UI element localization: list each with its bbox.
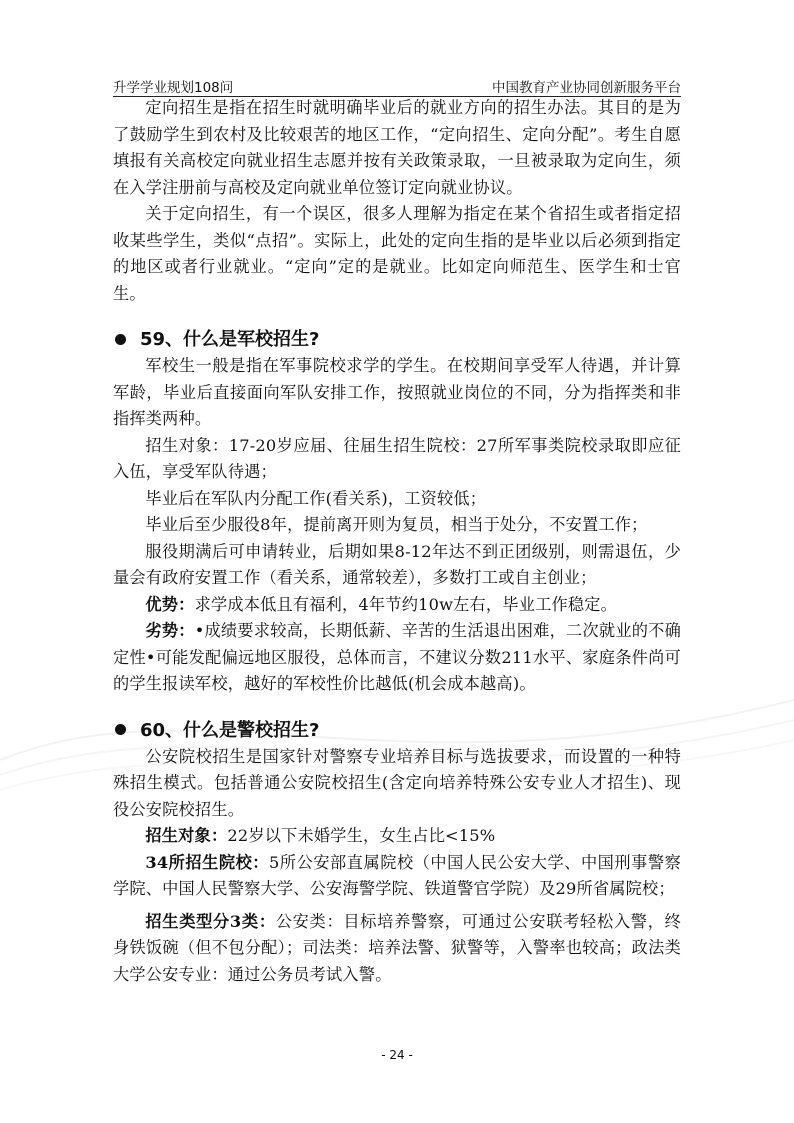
q59-paragraph-3: 毕业后在军队内分配工作(看关系)，工资较低； [145, 488, 487, 508]
advantages-text: 求学成本低且有福利，4年节约10w左右，毕业工作稳定。 [194, 594, 618, 614]
page-header [113, 74, 681, 97]
section-heading-60-text: 60、什么是警校招生? [140, 719, 320, 741]
section-heading-59 [113, 325, 681, 351]
bullet-icon [115, 334, 126, 345]
section-heading-60 [113, 716, 681, 742]
disadvantages-text: •成绩要求较高，长期低薪、辛苦的生活退出困难，二次就业的不确定性•可能发配偏远地区服役，总体而言，不建议分数211水平、家庭条件尚可的学生报读军校，越好的军校性价比越低(机会成本越高)。 [113, 621, 682, 693]
header-book-title: 升学学业规划108问 [113, 80, 234, 96]
q60-schools [113, 850, 681, 903]
target-text: 22岁以下未婚学生，女生占比<15% [227, 826, 496, 845]
header-organization: 中国教育产业协同创新服务平台 [492, 80, 681, 96]
q59-disadvantages [113, 618, 681, 698]
q59-paragraph-2: 招生对象：17-20岁应届、往届生招生院校：27所军事类院校录取即应征入伍，享受军队待遇； [113, 435, 681, 481]
q60-types [113, 909, 681, 989]
q59-paragraph-5: 服役期满后可申请转业，后期如果8-12年达不到正团级别，则需退伍，少量会有政府安置工作（看关系，通常较差），多数打工或自主创业； [113, 541, 681, 587]
q59-paragraph-1: 军校生一般是指在军事院校求学的学生。在校期间享受军人待遇，并计算军龄，毕业后直接面向军队安排工作，按照就业岗位的不同，分为指挥类和非指挥类两种。 [113, 356, 681, 428]
types-label: 招生类型分3类： [145, 911, 276, 931]
intro-paragraph-2: 关于定向招生，有一个误区，很多人理解为指定在某个省招生或者指定招收某些学生，类似“点招”。实际上，此处的定向生指的是毕业以后必须到指定的地区或者行业就业。“定向”定的是就业。比如定向师范生、医学生和士官生。 [113, 204, 681, 303]
schools-label: 34所招生院校： [145, 852, 270, 872]
bullet-icon [115, 724, 126, 735]
disadvantages-label: 劣势： [145, 621, 195, 640]
page-number: - 24 - [381, 1048, 413, 1062]
q59-advantages [113, 592, 681, 619]
schools-text: 5所公安部直属院校（中国人民公安大学、中国刑事警察学院、中国人民警察大学、公安海警学院、铁道警官学院）及29所省属院校； [113, 852, 681, 898]
advantages-label: 优势： [145, 594, 195, 614]
q60-paragraph-1: 公安院校招生是国家针对警察专业培养目标与选拔要求，而设置的一种特殊招生模式。包括普通公安院校招生(含定向培养特殊公安专业人才招生)、现役公安院校招生。 [113, 746, 681, 819]
page-content [113, 95, 681, 988]
q59-paragraph-4: 毕业后至少服役8年，提前离开则为复员，相当于处分，不安置工作； [145, 515, 648, 534]
intro-paragraph-1: 定向招生是指在招生时就明确毕业后的就业方向的招生办法。其目的是为了鼓励学生到农村及比较艰苦的地区工作，“定向招生、定向分配”。考生自愿填报有关高校定向就业招生志愿并按有关政策录取，一旦被录取为定向生，须在入学注册前与高校及定向就业单位签订定向就业协议。 [113, 98, 681, 197]
q60-target [113, 823, 681, 850]
types-text: 公安类：目标培养警察，可通过公安联考轻松入警，终身铁饭碗（但不包分配）；司法类：培养法警、狱警等，入警率也较高；政法类大学公安专业：通过公务员考试入警。 [113, 911, 681, 984]
target-label: 招生对象： [145, 826, 228, 845]
section-heading-59-text: 59、什么是军校招生? [140, 329, 320, 350]
